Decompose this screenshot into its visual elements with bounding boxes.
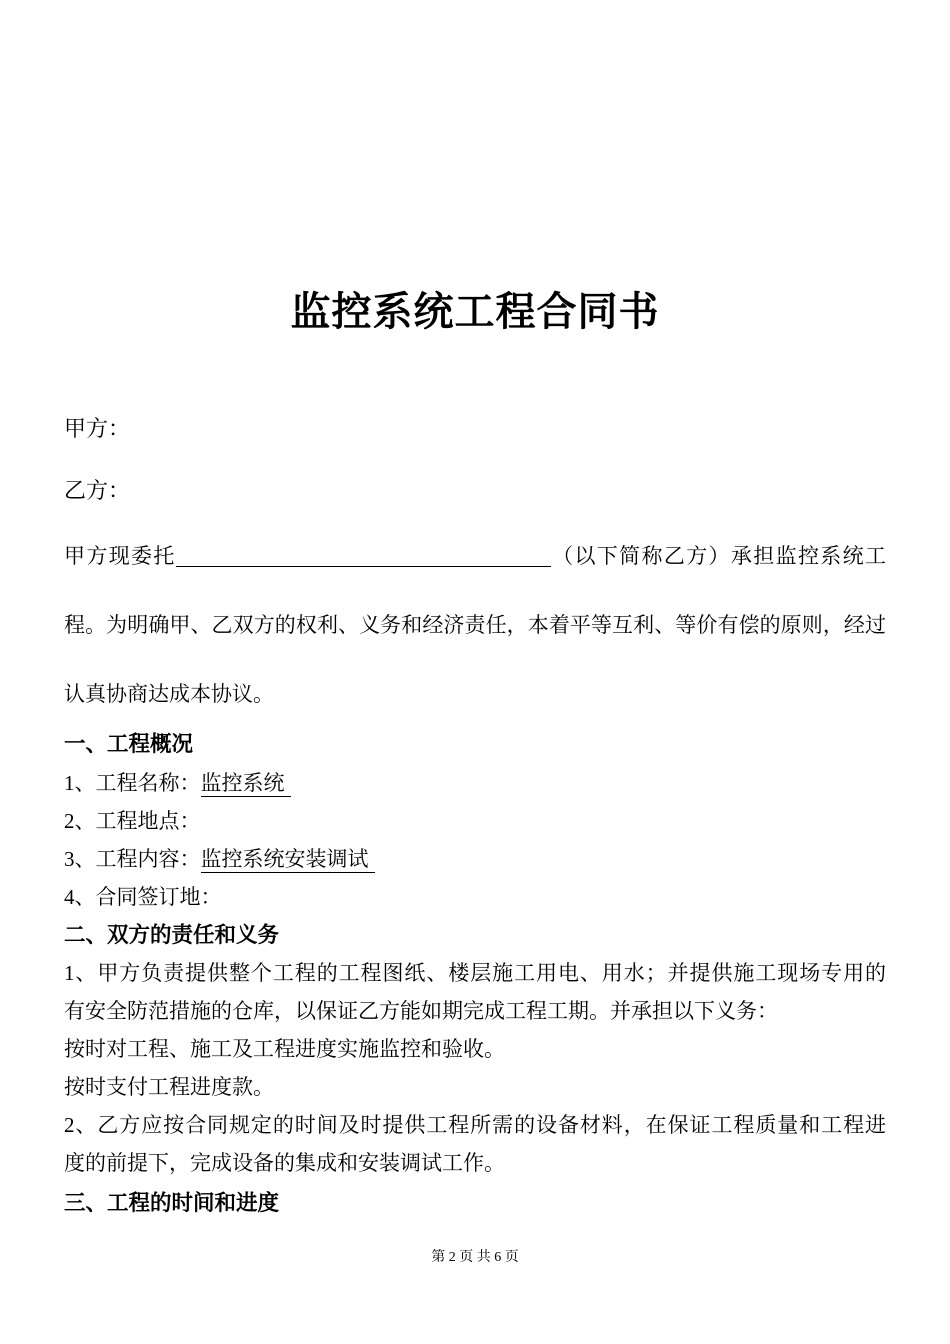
project-content-value: 监控系统安装调试	[201, 847, 375, 873]
section2-para4-line1: 2、乙方应按合同规定的时间及时提供工程所需的设备材料，在保证工程质量和工程进	[64, 1113, 886, 1137]
intro-suffix: （以下简称乙方）承担监控系统工	[550, 544, 886, 568]
section-1-heading: 一、工程概况	[64, 732, 194, 756]
project-name-label: 1、工程名称：	[64, 771, 201, 795]
party-b-line: 乙方：	[64, 478, 131, 503]
project-content-label: 3、工程内容：	[64, 847, 201, 871]
page-footer	[0, 1246, 950, 1266]
signing-place-item: 4、合同签订地：	[64, 885, 222, 909]
section2-para1-line1: 1、甲方负责提供整个工程的工程图纸、楼层施工用电、用水；并提供施工现场专用的	[64, 961, 886, 985]
page-number: 第 2 页 共 6 页	[431, 1250, 519, 1265]
party-a-line: 甲方：	[64, 416, 131, 441]
section-3-heading: 三、工程的时间和进度	[64, 1191, 280, 1215]
project-name-value: 监控系统	[201, 771, 291, 797]
intro-line-2: 程。为明确甲、乙双方的权利、义务和经济责任，本着平等互利、等价有偿的原则，经过	[64, 613, 886, 637]
section2-para1-line2: 有安全防范措施的仓库，以保证乙方能如期完成工程工期。并承担以下义务：	[64, 999, 778, 1023]
intro-line-3: 认真协商达成本协议。	[64, 682, 274, 706]
entrusted-name-blank	[176, 546, 551, 567]
project-content-item	[64, 840, 886, 878]
section2-para3: 按时支付工程进度款。	[64, 1075, 274, 1099]
project-location-item: 2、工程地点：	[64, 809, 201, 833]
section-2-heading: 二、双方的责任和义务	[64, 923, 280, 947]
section2-para4-line2: 度的前提下，完成设备的集成和安装调试工作。	[64, 1151, 505, 1175]
project-name-item	[64, 764, 886, 802]
document-title: 监控系统工程合同书	[290, 289, 660, 334]
intro-paragraph	[64, 522, 886, 729]
intro-prefix: 甲方现委托	[64, 544, 176, 568]
intro-line-1	[64, 522, 886, 591]
section2-para2: 按时对工程、施工及工程进度实施监控和验收。	[64, 1037, 505, 1061]
